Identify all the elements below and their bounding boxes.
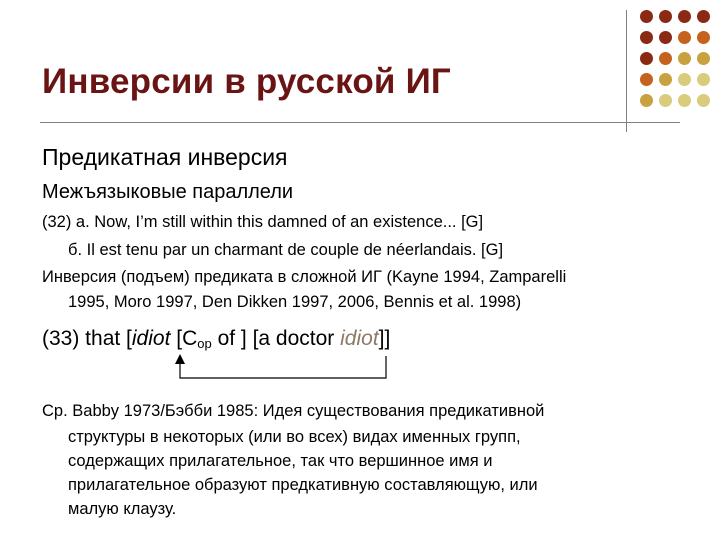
ex33-mid: of ] [a doctor (211, 327, 341, 350)
decorative-dot (697, 31, 710, 44)
ex33-cop: C (182, 327, 198, 350)
decorative-dot (640, 31, 653, 44)
decorative-dot (659, 31, 672, 44)
inversion-text-line-1: Инверсия (подъем) предиката в сложной ИГ (Kayne 1994, Zamparelli (42, 268, 567, 286)
decorative-dot (697, 73, 710, 86)
ex33-prefix: (33) that [ (42, 327, 132, 350)
decorative-dot (678, 52, 691, 65)
vertical-divider (626, 10, 627, 132)
inversion-text-line-2: 1995, Moro 1997, Den Dikken 1997, 2006, Bennis et al. 1998) (68, 293, 522, 311)
example-33 (42, 327, 390, 351)
decorative-dot (659, 52, 672, 65)
decorative-dot (640, 10, 653, 23)
ex33-idiot: idiot (131, 327, 171, 350)
section-heading: Межъязыковые параллели (42, 181, 294, 203)
slide-title: Инверсии в русской ИГ (42, 62, 451, 101)
example-32a: (32) a. Now, I’m still within this damned of an existence... [G] (42, 213, 484, 231)
decorative-dot (659, 10, 672, 23)
decorative-dot (640, 94, 653, 107)
ex33-cop-subscript: op (197, 336, 212, 351)
decorative-dot (697, 10, 710, 23)
decorative-dot (678, 73, 691, 86)
decorative-dot-grid (638, 10, 714, 130)
decorative-dot (659, 73, 672, 86)
ex33-suffix: ]] (378, 327, 391, 350)
movement-arrow (160, 352, 400, 386)
babby-line-5: малую клаузу. (68, 500, 177, 518)
decorative-dot (640, 52, 653, 65)
example-32b: б. Il est tenu par un charmant de couple de néerlandais. [G] (68, 241, 504, 259)
decorative-dot (640, 73, 653, 86)
decorative-dot (697, 52, 710, 65)
ex33-open: [ (170, 327, 183, 350)
ex33-idiot-trace: idiot (340, 327, 379, 350)
babby-line-1: Ср. Babby 1973/Бэбби 1985: Идея существования предикативной (42, 402, 545, 420)
horizontal-divider (40, 122, 680, 123)
decorative-dot (659, 94, 672, 107)
babby-line-2: структуры в некоторых (или во всех) видах именных групп, (68, 428, 521, 446)
decorative-dot (678, 94, 691, 107)
babby-line-4: прилагательное образуют предкативную составляющую, или (68, 476, 538, 494)
decorative-dot (697, 94, 710, 107)
decorative-dot (678, 31, 691, 44)
babby-line-3: содержащих прилагательное, так что вершинное имя и (68, 452, 493, 470)
decorative-dot (678, 10, 691, 23)
subtitle: Предикатная инверсия (42, 144, 288, 170)
